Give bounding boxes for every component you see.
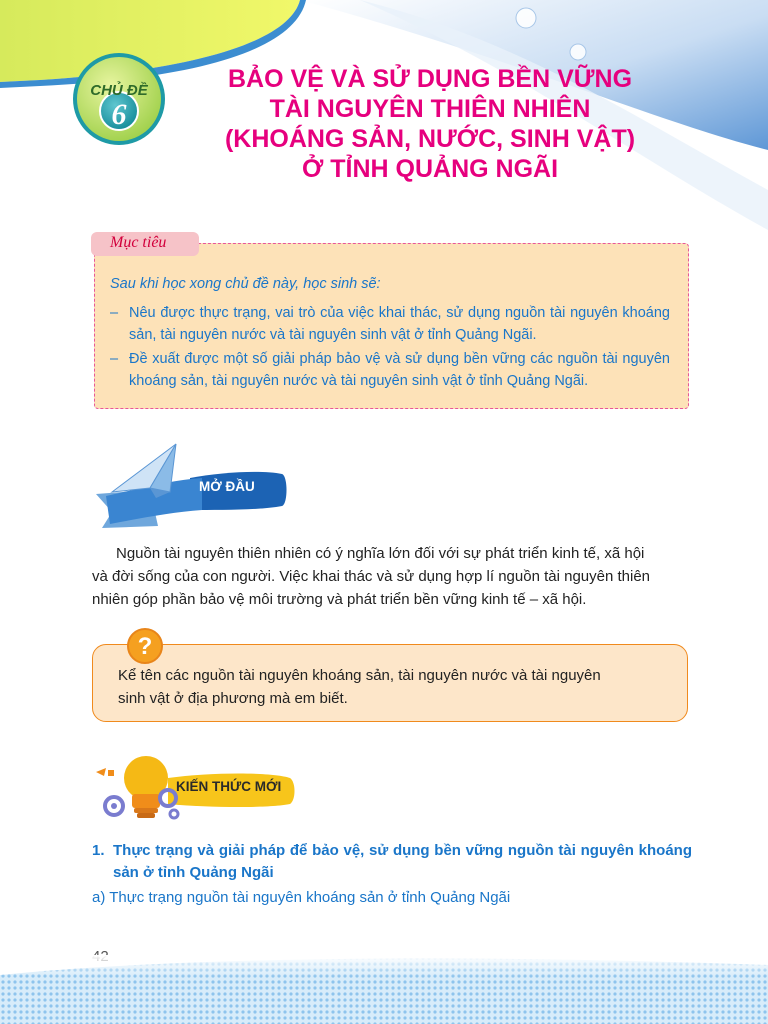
question-line: sinh vật ở địa phương mà em biết. (118, 690, 348, 707)
objective-text: Nêu được thực trạng, vai trò của việc khai thác, sử dụng nguồn tài nguyên khoáng sản, tài nguyên nước và tài nguyên sinh vật ở tỉnh Quảng Ngãi. (129, 305, 670, 343)
question-line: Kể tên các nguồn tài nguyên khoáng sản, tài nguyên nước và tài nguyên (118, 667, 601, 684)
objective-item (110, 302, 670, 346)
intro-section-label: MỞ ĐẦU (199, 479, 255, 494)
subsection-heading: a) Thực trạng nguồn tài nguyên khoáng sản ở tỉnh Quảng Ngãi (92, 889, 511, 906)
title-line: Ở TỈNH QUẢNG NGÃI (301, 155, 559, 183)
section-number: 1. (92, 842, 105, 859)
paper-plane-banner-icon (92, 442, 292, 530)
paragraph-line: và đời sống của con người. Việc khai thác và sử dụng hợp lí nguồn tài nguyên thiên (92, 568, 651, 585)
title-line: TÀI NGUYÊN THIÊN NHIÊN (269, 95, 591, 123)
section-heading (92, 840, 692, 884)
footer-background (0, 955, 768, 1024)
question-text (118, 664, 663, 710)
objective-text: Đề xuất được một số giải pháp bảo vệ và sử dụng bền vững các nguồn tài nguyên khoáng sản, tài nguyên nước và tài nguyên sinh vật ở tỉnh Quảng Ngãi. (129, 351, 670, 389)
title-line: BẢO VỆ VÀ SỬ DỤNG BỀN VỮNG (227, 65, 633, 93)
intro-paragraph (92, 542, 688, 611)
topic-label: CHỦ ĐỀ (90, 82, 148, 99)
topic-number: 6 (111, 98, 127, 131)
objectives-intro: Sau khi học xong chủ đề này, học sinh sẽ: (110, 276, 381, 292)
objective-item (110, 348, 670, 392)
paragraph-line: Nguồn tài nguyên thiên nhiên có ý nghĩa lớn đối với sự phát triển kinh tế, xã hội (116, 545, 645, 562)
topic-title (180, 64, 680, 184)
title-line: (KHOÁNG SẢN, NƯỚC, SINH VẬT) (224, 125, 636, 153)
new-knowledge-label: KIẾN THỨC MỚI (176, 779, 282, 794)
paragraph-line: nhiên góp phần bảo vệ môi trường và phát triển bền vững kinh tế – xã hội. (92, 591, 587, 608)
svg-text:?: ? (137, 633, 153, 660)
objective-dash: – (110, 351, 119, 367)
section-heading-text: Thực trạng và giải pháp để bảo vệ, sử dụng bền vững nguồn tài nguyên khoáng sản ở tỉnh Quảng Ngãi (113, 842, 692, 881)
objectives-tab-label: Mục tiêu (110, 234, 167, 251)
objective-dash: – (110, 305, 119, 321)
question-mark-icon (126, 627, 164, 665)
